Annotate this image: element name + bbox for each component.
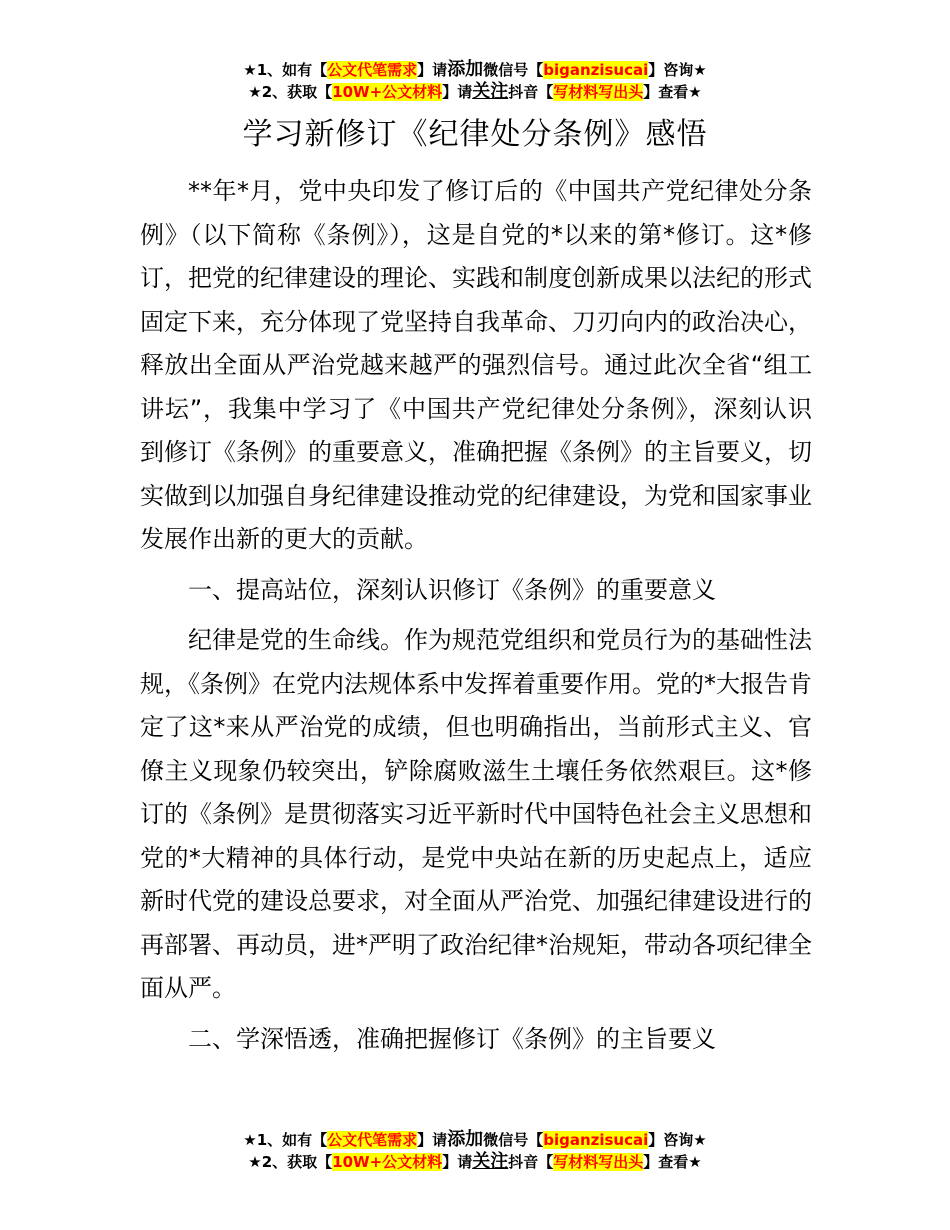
document-title: 学习新修订《纪律处分条例》感悟 (242, 117, 708, 152)
banner-text: 】请 (442, 1153, 473, 1171)
document-body (140, 170, 812, 1068)
banner-wechat-id: biganzisucai (543, 1131, 649, 1149)
banner-line-1 (0, 59, 950, 81)
banner-text: ★2、获取【 (248, 1153, 333, 1171)
section-heading-1: 一、提高站位，深刻认识修订《条例》的重要意义 (188, 575, 716, 604)
banner-text: 】查看★ (643, 83, 702, 101)
header-banner (0, 59, 950, 103)
banner-douyin-id: 写材料写出头 (553, 83, 644, 101)
paragraph-intro: **年*月，党中央印发了修订后的《中国共产党纪律处分条例》（以下简称《条例》），这是自党的*以来的第*修订。这*修订，把党的纪律建设的理论、实践和制度创新成果以法纪的形式固定下来，充分体现了党坚持自我革命、刀刃向内的政治决心，释放出全面从严治党越来越严的强烈信号。通过此次全省“组工讲坛”，我集中学习了《中国共产党纪律处分条例》，深刻认识到修订《条例》的重要意义，准确把握《条例》的主旨要义，切实做到以加强自身纪律建设推动党的纪律建设，为党和国家事业发展作出新的更大的贡献。 (140, 177, 812, 553)
banner-highlight: 公文代笔需求 (327, 61, 418, 79)
banner-wechat-id: biganzisucai (543, 61, 649, 79)
banner-text: 】请 (417, 61, 448, 79)
banner-line-2 (0, 81, 950, 103)
banner-text: ★1、如有【 (243, 1131, 328, 1149)
banner-line-2 (0, 1151, 950, 1173)
banner-highlight: 10W+公文材料 (332, 1153, 443, 1171)
banner-text: 】咨询★ (648, 61, 707, 79)
footer-banner (0, 1129, 950, 1173)
section-heading-2: 二、学深悟透，准确把握修订《条例》的主旨要义 (188, 1024, 716, 1053)
banner-text: ★2、获取【 (248, 83, 333, 101)
banner-text: 】请 (417, 1131, 448, 1149)
paragraph-section-1: 纪律是党的生命线。作为规范党组织和党员行为的基础性法规，《条例》在党内法规体系中发挥着重要作用。党的*大报告肯定了这*来从严治党的成绩，但也明确指出，当前形式主义、官僚主义现象仍较突出，铲除腐败滋生土壤任务依然艰巨。这*修订的《条例》是贯彻落实习近平新时代中国特色社会主义思想和党的*大精神的具体行动，是党中央站在新的历史起点上，适应新时代党的建设总要求，对全面从严治党、加强纪律建设进行的再部署、再动员，进*严明了政治纪律*治规矩，带动各项纪律全面从严。 (140, 626, 812, 1002)
banner-text: 抖音【 (508, 1153, 554, 1171)
banner-highlight: 10W+公文材料 (332, 83, 443, 101)
banner-text: 】咨询★ (648, 1131, 707, 1149)
banner-douyin-id: 写材料写出头 (553, 1153, 644, 1171)
banner-emphasis: 关注 (472, 1151, 509, 1172)
banner-text: 微信号【 (483, 1131, 544, 1149)
banner-emphasis: 添加 (447, 59, 484, 80)
banner-text: 微信号【 (483, 61, 544, 79)
banner-text: ★1、如有【 (243, 61, 328, 79)
banner-line-1 (0, 1129, 950, 1151)
banner-text: 】查看★ (643, 1153, 702, 1171)
banner-text: 】请 (442, 83, 473, 101)
banner-emphasis: 添加 (447, 1129, 484, 1150)
banner-highlight: 公文代笔需求 (327, 1131, 418, 1149)
banner-text: 抖音【 (508, 83, 554, 101)
banner-emphasis: 关注 (472, 81, 509, 102)
